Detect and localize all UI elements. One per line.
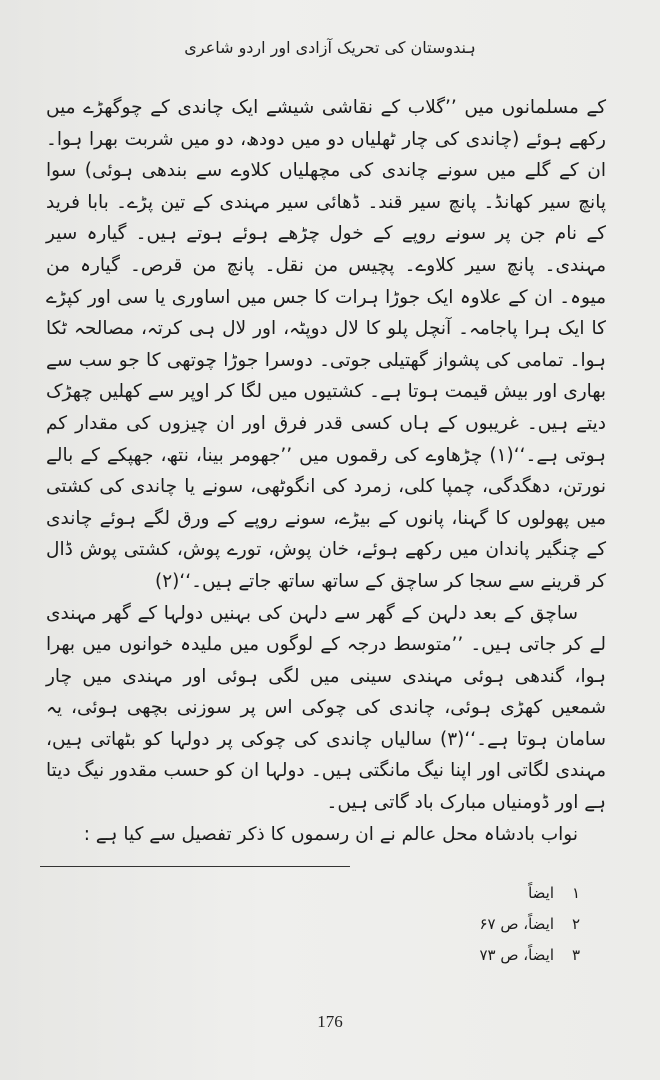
footnote-item [380, 942, 580, 968]
bleed-through-shadow [616, 760, 642, 920]
footnote-number: ۲ [571, 915, 580, 933]
footnote-text: ایضاً، ص ۶۷ [479, 915, 554, 933]
paragraph-2: ساچق کے بعد دلہن کے گھر سے دلہن کی بہنیں دولہا کے گھر مہندی لے کر جاتی ہیں۔ ’’متوسط درجہ کے لوگوں میں ملیدہ خوانوں میں بھرا ہوا، گندھی ہوئی مہندی سینی میں لگی ہوئی اور مہندی میں چار شمعیں کھڑی ہوئی، چاندی کی چوکی اس پر سوزنی بچھی ہوئی، یہ سامان ہوتا ہے۔‘‘(۳) سالیاں چاندی کی چوکی پر دولہا کو بٹھاتی ہیں، مہندی لگاتی اور اپنا نیگ مانگتی ہیں۔ دولہا ان کو حسب مقدور نیگ دیتا ہے اور ڈومنیاں مبارک باد گاتی ہیں۔ [46, 602, 607, 814]
footnote-number: ۳ [571, 946, 580, 964]
body-text [46, 92, 606, 850]
footnote-number: ۱ [571, 884, 580, 902]
footnote-divider [40, 866, 350, 867]
footnote-item [380, 880, 580, 906]
page-number: 176 [317, 1012, 343, 1031]
footnote-text: ایضاً [528, 884, 554, 902]
footnote-item [380, 911, 580, 937]
paragraph-3: نواب بادشاہ محل عالم نے ان رسموں کا ذکر تفصیل سے کیا ہے : [83, 823, 578, 845]
running-header: ہندوستان کی تحریک آزادی اور اردو شاعری [184, 38, 476, 57]
paragraph-1: کے مسلمانوں میں ’’گلاب کے نقاشی شیشے ایک چاندی کے چوگھڑے میں رکھے ہوئے (چاندی کی چار ٹھلیاں دو میں دودھ، دو میں شربت بھرا ہوا۔ ان کے گلے میں سونے چاندی کی مچھلیاں کلاوے سے بندھی ہوئی) سوا پانچ سیر کھانڈ۔ پانچ سیر قند۔ ڈھائی سیر مہندی کے تین پڑے۔ بابا فرید کے نام جن پر سونے روپے کے خول چڑھے ہوئے ہوتے ہیں۔ گیارہ سیر مہندی۔ پانچ سیر کلاوے۔ پچیس من نقل۔ پانچ من قرص۔ گیارہ من میوہ۔ ان کے علاوہ ایک جوڑا ہرات کا جس میں اساوری یا سی اور کپڑے کا ایک ہرا پاجامہ۔ آنچل پلو کا لال دوپٹہ، اور لال ہی کرتہ، مصالحہ ٹکا ہوا۔ تمامی کی پشواز گھتیلی جوتی۔ دوسرا جوڑا چوتھی کا جو سب سے بھاری اور بیش قیمت ہوتا ہے۔ کشتیوں میں لگا کر اوپر سے کھلیں چھڑک دیتے ہیں۔ غریبوں کے ہاں کسی قدر فرق اور ان چیزوں کی مقدار کم ہوتی ہے۔‘‘(۱) چڑھاوے کی رقموں میں ’’جھومر بینا، نتھ، جھپکے کے بالے نورتن، دھگدگی، چمپا کلی، زمرد کی انگوٹھی، سونے یا چاندی کی کشتی میں پھولوں کا گہنا، پانوں کے بیڑے، سونے روپے کے ورق لگے ہوئے چاندی کے چنگیر پاندان میں رکھے ہوئے، خان پوش، تورے پوش، کشتی پوش ڈال کر قرینے سے سجا کر ساچق کے ساتھ ساتھ جاتے ہیں۔‘‘(۲) [46, 97, 606, 592]
footnotes [380, 880, 580, 973]
footnote-text: ایضاً، ص ۷۳ [479, 946, 554, 964]
